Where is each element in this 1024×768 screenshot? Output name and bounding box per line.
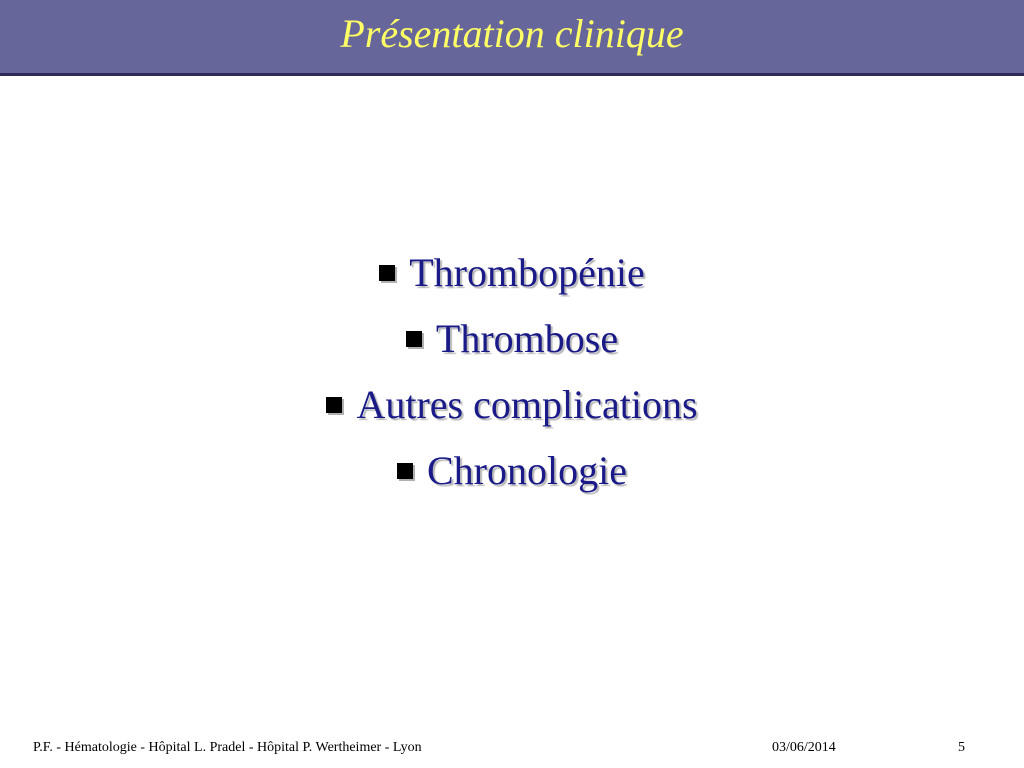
bullet-text: Autres complications: [356, 382, 698, 427]
slide-footer: [0, 740, 1024, 760]
bullet-list: [0, 240, 1024, 504]
bullet-item: [0, 372, 1024, 438]
footer-page-number: 5: [958, 740, 965, 755]
footer-affiliation: P.F. - Hématologie - Hôpital L. Pradel - Hôpital P. Wertheimer - Lyon: [33, 740, 422, 755]
bullet-text: Thrombose: [435, 316, 619, 361]
footer-date: 03/06/2014: [772, 740, 836, 755]
bullet-item: [0, 306, 1024, 372]
bullet-text: Chronologie: [427, 448, 627, 493]
square-bullet-icon: [406, 331, 422, 347]
title-bar: [0, 0, 1024, 76]
square-bullet-icon: [397, 463, 413, 479]
bullet-item: [0, 240, 1024, 306]
square-bullet-icon: [379, 265, 395, 281]
bullet-item: [0, 438, 1024, 504]
square-bullet-icon: [326, 397, 342, 413]
bullet-text: Thrombopénie: [409, 250, 645, 295]
slide-title: Présentation clinique: [340, 10, 684, 56]
